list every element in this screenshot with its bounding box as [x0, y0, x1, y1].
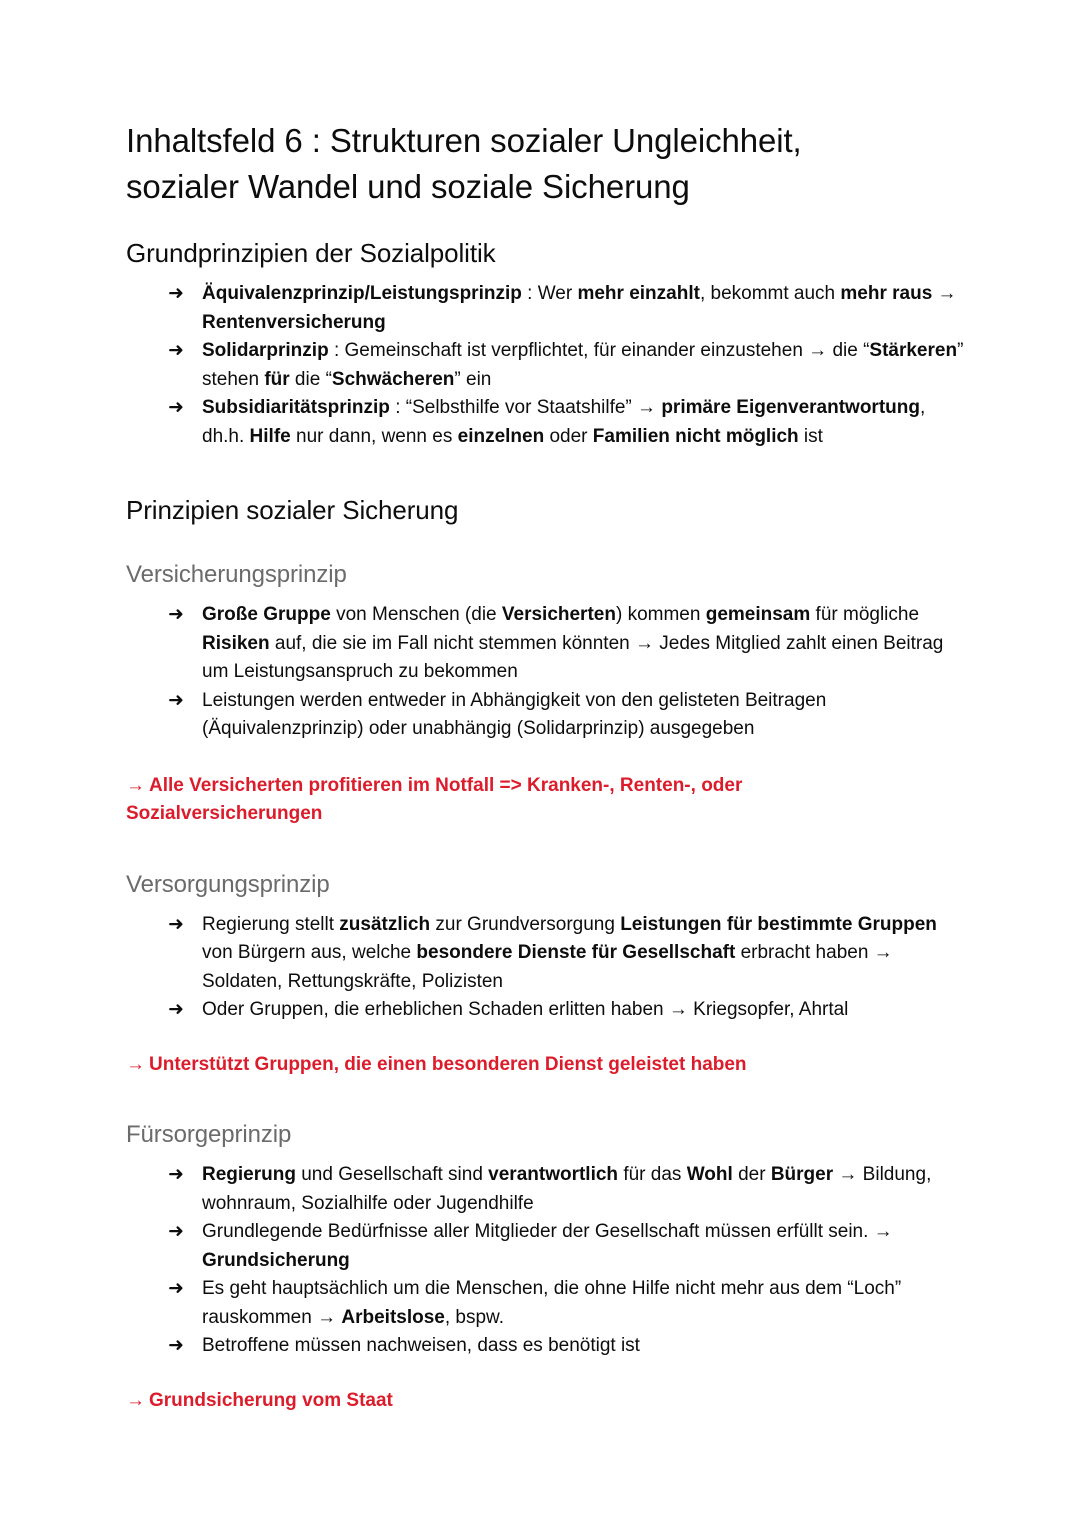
list-item-text	[202, 690, 826, 740]
list-versorgungsprinzip	[126, 911, 970, 1025]
plain-text: Es geht hauptsächlich um die Menschen, die ohne Hilfe nicht mehr aus dem “Loch” rauskommen →	[202, 1278, 902, 1328]
plain-text: oder	[544, 425, 593, 447]
emphasis-text: Äquivalenzprinzip/Leistungsprinzip	[202, 283, 522, 304]
plain-text: Oder Gruppen, die erheblichen Schaden erlitten haben → Kriegsopfer, Ahrtal	[202, 999, 849, 1020]
arrow-bullet-icon: ➜	[168, 689, 184, 711]
emphasis-text: Große Gruppe	[202, 604, 331, 625]
emphasis-text: Wohl	[686, 1164, 733, 1185]
spacer	[126, 744, 970, 772]
plain-text: die “	[289, 368, 332, 390]
emphasis-text: Versicherten	[501, 604, 616, 625]
spacer	[126, 527, 970, 559]
conclusion-text: Alle Versicherten profitieren im Notfall => Kranken-, Renten-, oder Sozialversicherungen	[126, 774, 743, 824]
plain-text: Regierung stellt	[202, 913, 340, 935]
plain-text: erbracht haben → Soldaten, Rettungskräfte, Polizisten	[202, 942, 893, 992]
page-title-line-2: sozialer Wandel und soziale Sicherung	[126, 168, 690, 205]
emphasis-text: Familien nicht möglich	[592, 425, 799, 447]
list-item	[168, 996, 970, 1025]
spacer	[126, 451, 970, 493]
plain-text: : Gemeinschaft ist verpflichtet, für einander einzustehen → die “	[328, 340, 870, 361]
conclusion-fuersorgeprinzip	[126, 1387, 826, 1416]
emphasis-text: mehr einzahlt	[577, 283, 700, 304]
emphasis-text: Bürger	[770, 1164, 834, 1185]
spacer	[126, 270, 970, 280]
plain-text: zur Grundversorgung	[430, 913, 621, 935]
emphasis-text: Risiken	[202, 632, 270, 654]
plain-text: von Bürgern aus, welche	[202, 942, 417, 963]
list-item-text	[202, 914, 937, 992]
plain-text: der	[732, 1164, 771, 1185]
emphasis-text: Leistungen für bestimmte Gruppen	[620, 913, 937, 935]
emphasis-text: für	[264, 368, 290, 390]
list-item-text	[202, 604, 943, 682]
spacer	[126, 210, 970, 236]
plain-text: und Gesellschaft sind	[295, 1164, 489, 1185]
list-grundprinzipien	[126, 280, 970, 451]
plain-text: , dh.h.	[202, 397, 926, 447]
arrow-icon: →	[126, 774, 145, 796]
list-item-text	[202, 999, 848, 1020]
emphasis-text: Solidarprinzip	[202, 340, 329, 361]
list-item	[168, 1218, 970, 1275]
list-item	[168, 1332, 970, 1361]
page-title-line-1: Inhaltsfeld 6 : Strukturen sozialer Ungleichheit,	[126, 122, 802, 159]
plain-text: → Bildung, wohnraum, Sozialhilfe oder Jugendhilfe	[202, 1164, 932, 1214]
spacer	[126, 1079, 970, 1119]
spacer	[126, 1151, 970, 1161]
plain-text: Betroffene müssen nachweisen, dass es benötigt ist	[202, 1335, 640, 1356]
plain-text: , bspw.	[444, 1306, 505, 1328]
list-item-text	[202, 1335, 640, 1356]
emphasis-text: gemeinsam	[705, 604, 811, 625]
arrow-bullet-icon: ➜	[168, 1278, 184, 1299]
emphasis-text: Hilfe	[249, 425, 291, 447]
conclusion-text: Unterstützt Gruppen, die einen besonderen Dienst geleistet haben	[149, 1053, 747, 1075]
plain-text: ” stehen	[202, 340, 964, 390]
emphasis-text: Stärkeren	[869, 340, 958, 361]
emphasis-text: zusätzlich	[339, 913, 431, 935]
heading-versorgungsprinzip: Versorgungsprinzip	[126, 870, 330, 898]
arrow-bullet-icon: ➜	[168, 604, 184, 625]
list-item	[168, 1275, 970, 1332]
arrow-bullet-icon: ➜	[168, 397, 184, 418]
spacer	[126, 901, 970, 911]
plain-text: auf, die sie im Fall nicht stemmen könnten → Jedes Mitglied zahlt einen Beitrag um Leistungsanspruch zu bekommen	[202, 632, 944, 682]
plain-text: Grundlegende Bedürfnisse aller Mitglieder der Gesellschaft müssen erfüllt sein. →	[202, 1221, 893, 1242]
heading-fuersorgeprinzip: Fürsorgeprinzip	[126, 1121, 292, 1148]
arrow-bullet-icon: ➜	[168, 283, 184, 304]
conclusion-versorgungsprinzip	[126, 1051, 826, 1080]
spacer	[126, 1025, 970, 1051]
heading-versicherungsprinzip: Versicherungsprinzip	[126, 561, 347, 588]
list-item	[168, 1161, 970, 1218]
arrow-icon: →	[126, 1389, 145, 1411]
plain-text: nur dann, wenn es	[290, 425, 458, 447]
list-item-text	[202, 340, 963, 390]
list-item-text	[202, 397, 925, 447]
arrow-bullet-icon: ➜	[168, 1221, 184, 1242]
emphasis-text: Arbeitslose	[341, 1306, 445, 1328]
plain-text: : Wer	[521, 283, 578, 304]
plain-text: ist	[798, 425, 823, 447]
spacer	[126, 591, 970, 601]
plain-text: für das	[618, 1164, 687, 1185]
list-item	[168, 601, 970, 687]
list-item	[168, 911, 970, 997]
arrow-bullet-icon: ➜	[168, 999, 184, 1020]
list-item	[168, 280, 970, 337]
page-title	[126, 118, 926, 210]
list-item-text	[202, 1221, 893, 1271]
spacer	[126, 829, 970, 869]
emphasis-text: primäre Eigenverantwortung	[661, 397, 920, 418]
emphasis-text: Grundsicherung	[202, 1249, 350, 1271]
list-item	[168, 687, 970, 744]
heading-prinzipien-sozialer-sicherung: Prinzipien sozialer Sicherung	[126, 495, 459, 525]
plain-text: : “Selbsthilfe vor Staatshilfe” →	[389, 397, 662, 418]
emphasis-text: Regierung	[202, 1164, 296, 1185]
plain-text: Leistungen werden entweder in Abhängigkeit von den gelisteten Beitragen (Äquivalenzprinzip) oder unabhängig (Solidarprinzip) ausgegeben	[202, 689, 827, 739]
emphasis-text: besondere Dienste für Gesellschaft	[416, 942, 736, 963]
emphasis-text: einzelnen	[457, 425, 545, 447]
emphasis-text: Schwächeren	[331, 368, 455, 390]
arrow-bullet-icon: ➜	[168, 913, 184, 935]
arrow-bullet-icon: ➜	[168, 1164, 184, 1185]
arrow-bullet-icon: ➜	[168, 1335, 184, 1356]
list-item-text	[202, 1164, 931, 1214]
list-item-text	[202, 283, 957, 333]
list-item	[168, 394, 970, 451]
list-item-text	[202, 1278, 901, 1328]
plain-text: , bekommt auch	[699, 283, 841, 304]
list-versicherungsprinzip	[126, 601, 970, 744]
list-fuersorgeprinzip	[126, 1161, 970, 1361]
plain-text: von Menschen (die	[330, 604, 502, 625]
plain-text: ” ein	[454, 368, 492, 390]
spacer	[126, 1361, 970, 1387]
emphasis-text: Subsidiaritätsprinzip	[202, 397, 390, 418]
list-item	[168, 337, 970, 394]
emphasis-text: verantwortlich	[488, 1164, 619, 1185]
conclusion-text: Grundsicherung vom Staat	[149, 1389, 393, 1411]
emphasis-text: mehr raus → Rentenversicherung	[202, 283, 957, 333]
arrow-bullet-icon: ➜	[168, 340, 184, 361]
plain-text: für mögliche	[810, 604, 920, 625]
plain-text: ) kommen	[615, 604, 706, 625]
conclusion-versicherungsprinzip	[126, 772, 896, 829]
arrow-icon: →	[126, 1053, 145, 1075]
heading-grundprinzipien: Grundprinzipien der Sozialpolitik	[126, 238, 496, 268]
